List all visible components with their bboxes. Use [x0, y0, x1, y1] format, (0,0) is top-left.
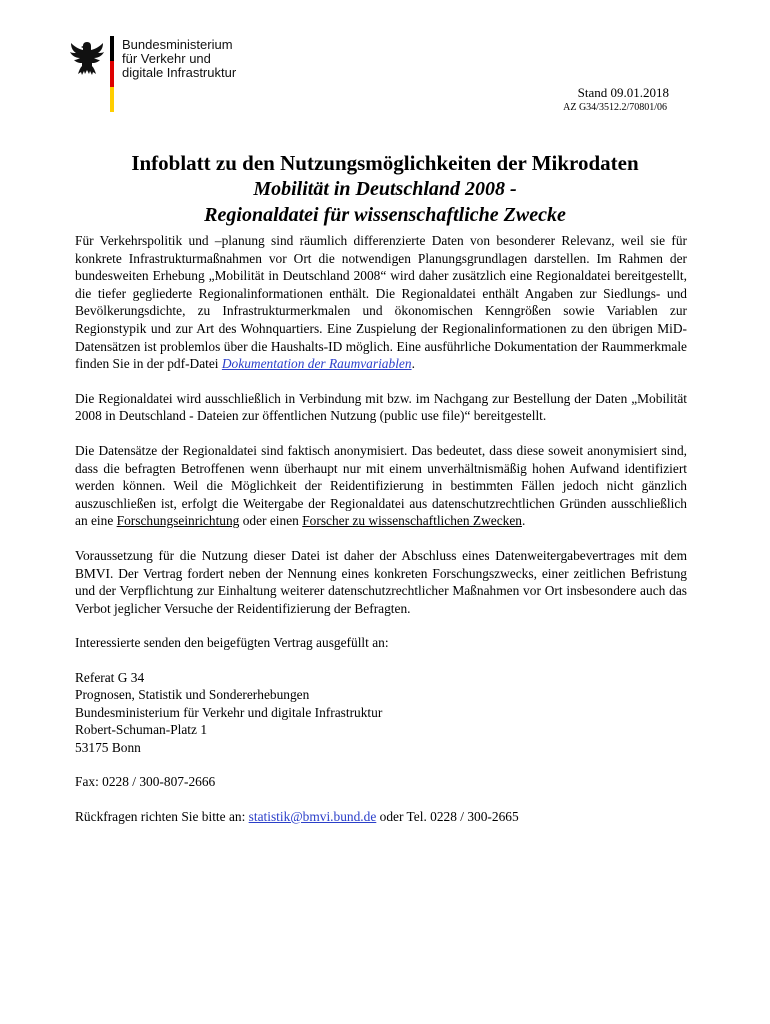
paragraph-text: Für Verkehrspolitik und –planung sind räumlich differenzierte Daten von besonderer Relevanz, weil sie für konkrete Infrastrukturmaßnahmen vor Ort die notwendigen Planungsgrundlagen darstellen. Im Rahmen der bundesweiten Erhebung „Mobilität in Deutschland 2008“ wird daher zusätzlich eine Regionaldatei bereitgestellt, die tiefer gegliederte Regionalinformationen enthält. Die Regionaldatei enthält Angaben zur Siedlungs- und Bevölkerungsdichte, zu Infrastrukturmerkmalen und ökonomischen Kenngrößen sowie Variablen zur Regionstypik und zur Art des Wohnquartiers. Eine Zuspielung der Regionalinformationen zu den übrigen MiD-Datensätzen ist problemlos über die Haushalts-ID möglich. Eine ausführliche Dokumentation der Raummerkmale finden Sie in der pdf-Datei: [75, 233, 687, 372]
title-line-2: Mobilität in Deutschland 2008 -: [253, 178, 517, 200]
paragraph-requirements: [75, 547, 687, 617]
fax-line: Fax: 0228 / 300-807-2666: [75, 773, 216, 789]
documentation-link[interactable]: Dokumentation der Raumvariablen: [221, 356, 412, 372]
ministry-logo: [68, 38, 236, 112]
ministry-line: für Verkehr und: [122, 51, 211, 66]
date-stamp: Stand 09.01.2018: [577, 85, 669, 100]
contact-line: [75, 808, 687, 826]
document-title: [40, 150, 730, 228]
paragraph-anonymization: [75, 442, 687, 530]
contact-prefix: Rückfragen richten Sie bitte an:: [75, 808, 249, 824]
punctuation: .: [521, 513, 526, 529]
address-line: Robert-Schuman-Platz 1: [75, 722, 208, 738]
paragraph-text: Interessierte senden den beigefügten Vertrag ausgefüllt an:: [75, 635, 389, 651]
ministry-name: [122, 38, 236, 80]
postal-address: [75, 669, 687, 756]
paragraph-intro: [75, 232, 687, 373]
email-link[interactable]: statistik@bmvi.bund.de: [248, 808, 377, 824]
paragraph-text: Die Datensätze der Regionaldatei sind faktisch anonymisiert. Das bedeutet, dass diese soweit anonymisiert sind, dass die befragten Betroffenen wenn überhaupt nur mit einem unverhältnismäßig hohen Aufwand identifiziert werden können. Weil die Möglichkeit der Reidentifizierung in bestimmten Fällen jedoch nicht gänzlich auszuschließen ist, erfolgt die Weitergabe der Regionaldatei aus datenschutzrechtlichen Gründen ausschließlich an eine: [75, 442, 687, 529]
ministry-line: Bundesministerium: [122, 37, 233, 52]
flag-red: [110, 61, 114, 86]
federal-eagle-icon: [68, 38, 106, 78]
title-line-3: Regionaldatei für wissenschaftliche Zwecke: [204, 204, 566, 226]
title-line-1: Infoblatt zu den Nutzungsmöglichkeiten der Mikrodaten: [131, 151, 639, 175]
ministry-line: digitale Infrastruktur: [122, 65, 237, 80]
document-body: [75, 232, 687, 842]
flag-black: [110, 36, 114, 61]
reference-number: AZ G34/3512.2/70801/06: [563, 102, 667, 113]
flag-bar: [110, 36, 114, 112]
address-line: Bundesministerium für Verkehr und digitale Infrastruktur: [75, 704, 383, 720]
paragraph-text: oder einen: [239, 513, 303, 529]
contact-suffix: oder Tel. 0228 / 300-2665: [376, 808, 519, 824]
flag-gold: [110, 87, 114, 112]
address-line: Prognosen, Statistik und Sondererhebungen: [75, 687, 310, 703]
paragraph-send-contract: [75, 634, 687, 652]
paragraph-availability: [75, 390, 687, 425]
address-line: Referat G 34: [75, 669, 145, 685]
underlined-research-institution: Forschungseinrichtung: [116, 513, 240, 529]
punctuation: .: [411, 356, 415, 372]
underlined-researcher: Forscher zu wissenschaftlichen Zwecken: [302, 513, 522, 529]
paragraph-text: Die Regionaldatei wird ausschließlich in Verbindung mit bzw. im Nachgang zur Bestellung der Daten „Mobilität 2008 in Deutschland - Dateien zur öffentlichen Nutzung (public use file)“ bereitgestellt.: [75, 390, 687, 424]
address-line: 53175 Bonn: [75, 739, 141, 755]
paragraph-text: Voraussetzung für die Nutzung dieser Datei ist daher der Abschluss eines Datenweitergabevertrages mit dem BMVI. Der Vertrag fordert neben der Nennung eines konkreten Forschungszwecks, einer zeitlichen Befristung und der Verpflichtung zur Einhaltung weiterer datenschutzrechtlicher Maßnahmen vor Ort insbesondere auch das Verbot jeglicher Versuche der Reidentifizierung der Befragten.: [75, 547, 687, 616]
